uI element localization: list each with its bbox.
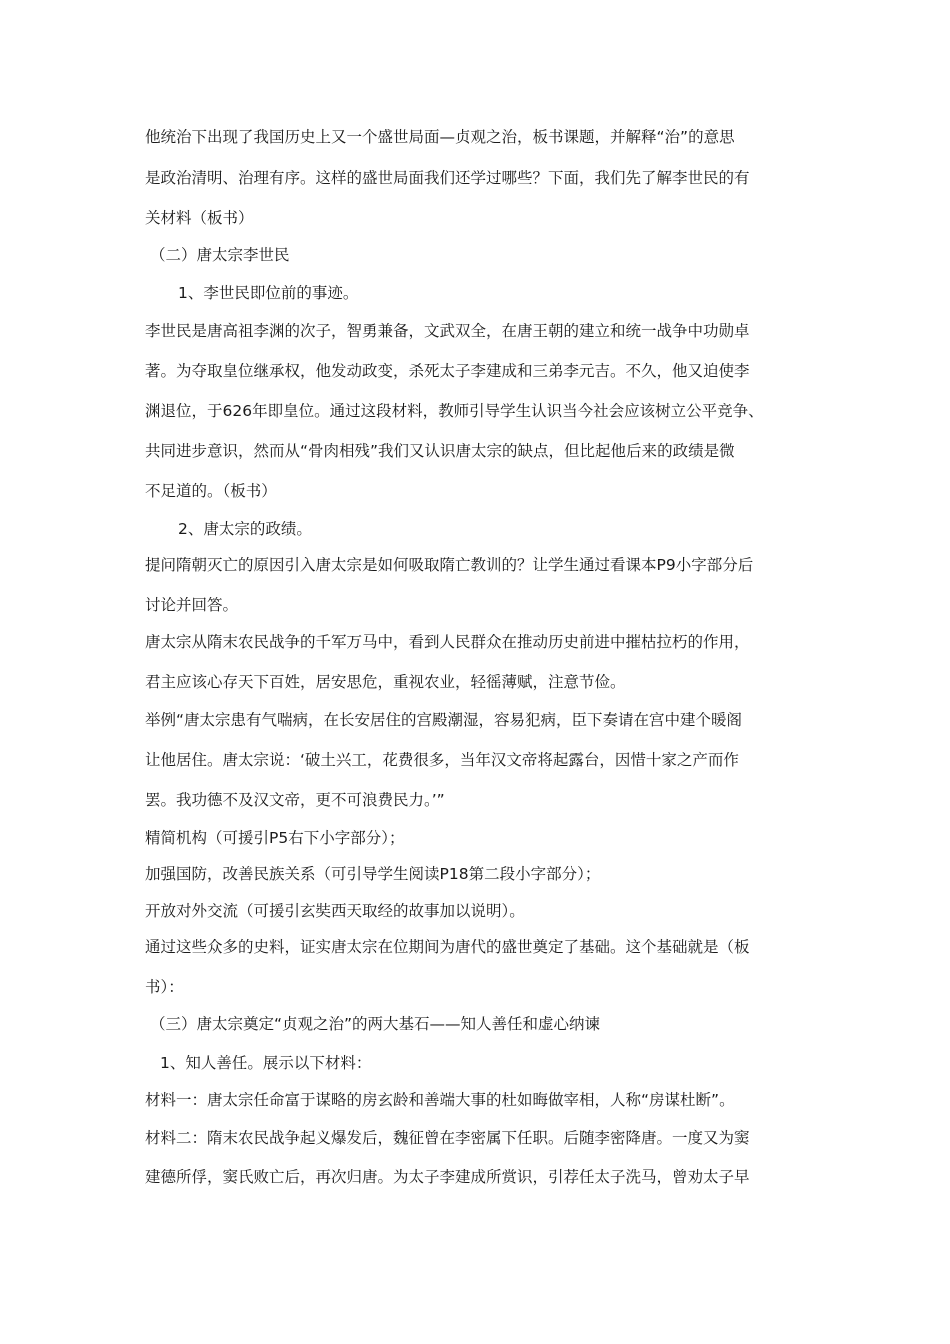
subsection-heading: 1、李世民即位前的事迹。 (178, 284, 359, 302)
text-line: 关材料（板书） (145, 209, 254, 227)
subsection-heading: 1、知人善任。展示以下材料： (160, 1054, 372, 1072)
text-line: 通过这些众多的史料，证实唐太宗在位期间为唐代的盛世奠定了基础。这个基础就是（板 (145, 938, 750, 956)
text-line: 是政治清明、治理有序。这样的盛世局面我们还学过哪些？下面，我们先了解李世民的有 (145, 169, 750, 187)
text-line: 著。为夺取皇位继承权，他发动政变，杀死太子李建成和三弟李元吉。不久，他又迫使李 (145, 362, 750, 380)
text-line: 君主应该心存天下百姓，居安思危，重视农业，轻徭薄赋，注意节俭。 (145, 673, 626, 691)
section-heading: （三）唐太宗奠定“贞观之治”的两大基石——知人善任和虚心纳谏 (150, 1015, 601, 1033)
subsection-heading: 2、唐太宗的政绩。 (178, 520, 312, 538)
text-line: 开放对外交流（可援引玄奘西天取经的故事加以说明）。 (145, 902, 525, 920)
text-line: 精简机构（可援引P5右下小字部分）； (145, 829, 405, 847)
text-line: 材料一：唐太宗任命富于谋略的房玄龄和善端大事的杜如晦做宰相，人称“房谋杜断”。 (145, 1091, 735, 1109)
text-line: 让他居住。唐太宗说：‘破土兴工，花费很多，当年汉文帝将起露台，因惜十家之产而作 (145, 751, 739, 769)
text-line: 材料二：隋末农民战争起义爆发后，魏征曾在李密属下任职。后随李密降唐。一度又为窦 (145, 1129, 750, 1147)
text-line: 举例“唐太宗患有气喘病，在长安居住的宫殿潮湿，容易犯病，臣下奏请在宫中建个暖阁 (145, 711, 743, 729)
text-line: 加强国防，改善民族关系（可引导学生阅读P18第二段小字部分）； (145, 865, 601, 883)
text-line: 讨论并回答。 (145, 596, 239, 614)
section-heading: （二）唐太宗李世民 (150, 246, 290, 264)
text-line: 他统治下出现了我国历史上又一个盛世局面—贞观之治，板书课题，并解释“治”的意思 (145, 128, 735, 146)
text-line: 渊退位，于626年即皇位。通过这段材料，教师引导学生认识当今社会应该树立公平竞争、 (145, 402, 764, 420)
text-line: 提问隋朝灭亡的原因引入唐太宗是如何吸取隋亡教训的？让学生通过看课本P9小字部分后 (145, 556, 754, 574)
text-line: 罢。我功德不及汉文帝，更不可浪费民力。’” (145, 791, 445, 809)
text-line: 唐太宗从隋末农民战争的千军万马中，看到人民群众在推动历史前进中摧枯拉朽的作用， (145, 633, 750, 651)
text-line: 不足道的。（板书） (145, 482, 277, 500)
text-line: 书）： (145, 978, 184, 996)
text-line: 建德所俘，窦氏败亡后，再次归唐。为太子李建成所赏识，引荐任太子洗马，曾劝太子早 (145, 1168, 750, 1186)
text-line: 李世民是唐高祖李渊的次子，智勇兼备，文武双全，在唐王朝的建立和统一战争中功勋卓 (145, 322, 750, 340)
text-line: 共同进步意识，然而从“骨肉相残”我们又认识唐太宗的缺点，但比起他后来的政绩是微 (145, 442, 735, 460)
